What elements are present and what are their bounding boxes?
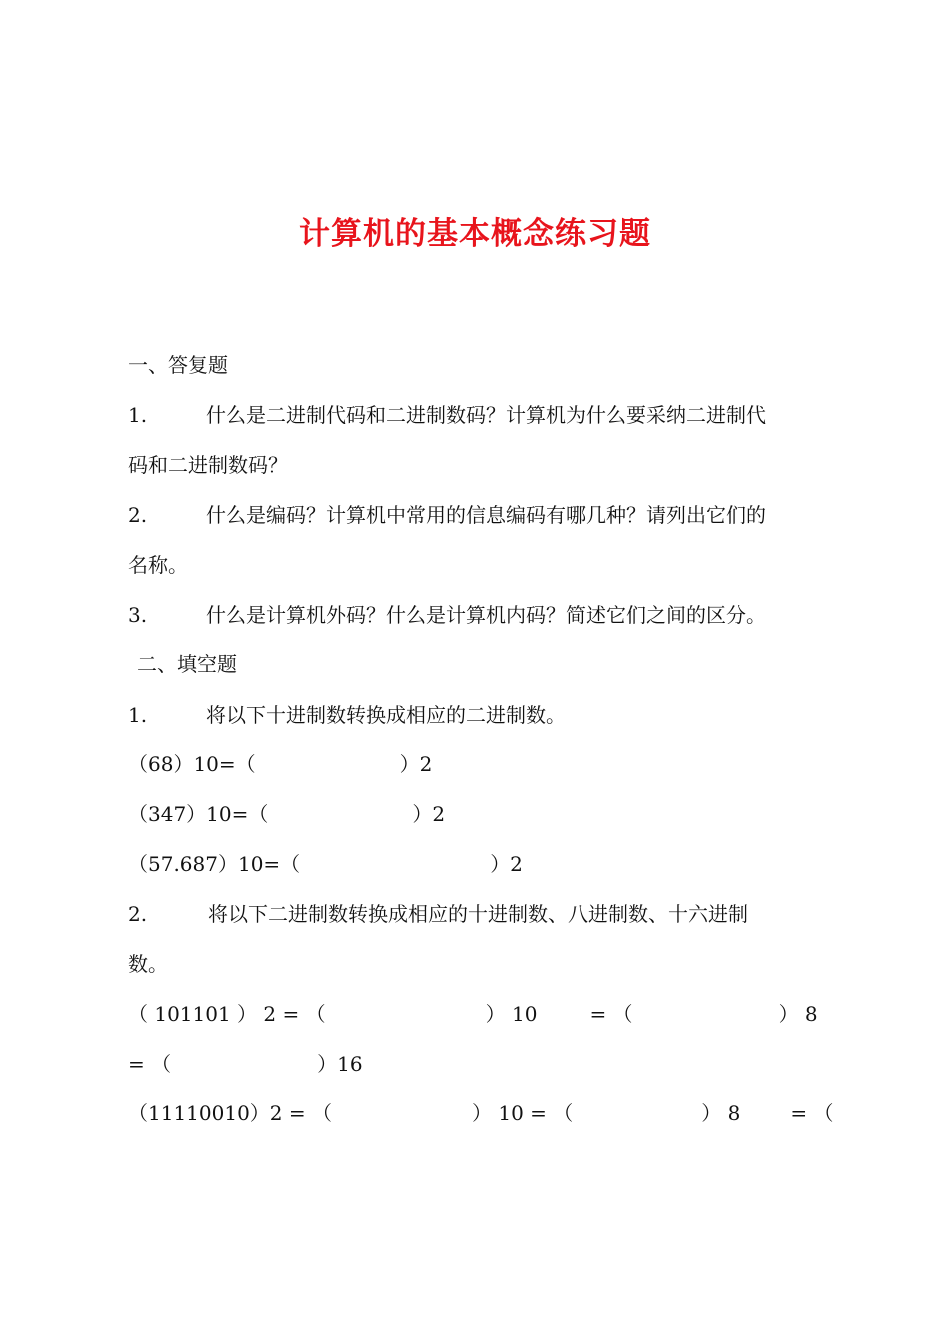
conversion-right: ）2 bbox=[399, 752, 433, 776]
conversion-left: （68）10=（ bbox=[128, 752, 256, 776]
question-text: 什么是计算机外码？什么是计算机内码？简述它们之间的区分。 bbox=[206, 603, 766, 627]
conversion-left: （57.687）10=（ bbox=[128, 852, 301, 876]
question-number: 3. bbox=[128, 603, 148, 627]
decimal-suffix: ） 10 bbox=[485, 1002, 538, 1026]
conversion-right: ）2 bbox=[412, 802, 446, 826]
conversion-row-1 bbox=[128, 751, 432, 777]
conversion-row-3 bbox=[128, 851, 523, 877]
fill-question-2-line-2: 数。 bbox=[128, 952, 168, 976]
fill-question-1 bbox=[128, 702, 566, 728]
equals: = （ bbox=[128, 1052, 172, 1076]
binary-row-1 bbox=[128, 1001, 818, 1027]
binary-row-2 bbox=[128, 1100, 834, 1126]
question-text: 什么是二进制代码和二进制数码？计算机为什么要采纳二进制代 bbox=[206, 403, 766, 427]
binary-row-1-cont bbox=[128, 1051, 363, 1077]
question-2-line-2: 名称。 bbox=[128, 553, 188, 577]
section-heading-answer: 一、答复题 bbox=[128, 353, 228, 377]
conversion-right: ）2 bbox=[490, 852, 523, 876]
question-number: 1. bbox=[128, 703, 148, 727]
fill-question-2-line-1 bbox=[128, 901, 748, 927]
question-number: 1. bbox=[128, 403, 148, 427]
octal-suffix: ） 8 bbox=[778, 1002, 818, 1026]
octal-suffix: ） 8 bbox=[701, 1101, 741, 1125]
conversion-left: （347）10=（ bbox=[128, 802, 269, 826]
question-text: 什么是编码？计算机中常用的信息编码有哪几种？请列出它们的 bbox=[206, 503, 766, 527]
question-text: 将以下二进制数转换成相应的十进制数、八进制数、十六进制 bbox=[208, 902, 748, 926]
binary-value: （11110010）2 = （ bbox=[128, 1101, 332, 1125]
conversion-row-2 bbox=[128, 801, 445, 827]
equals: = （ bbox=[589, 1002, 633, 1026]
question-3-line-1 bbox=[128, 602, 766, 628]
question-number: 2. bbox=[128, 902, 148, 926]
question-text: 将以下十进制数转换成相应的二进制数。 bbox=[206, 703, 566, 727]
hex-suffix: ）16 bbox=[317, 1052, 363, 1076]
question-1-line-1 bbox=[128, 402, 766, 428]
decimal-suffix: ） 10 = （ bbox=[472, 1101, 574, 1125]
binary-value: （ 101101 ） 2 = （ bbox=[128, 1002, 326, 1026]
question-number: 2. bbox=[128, 503, 148, 527]
section-heading-fill: 二、填空题 bbox=[137, 652, 237, 676]
page-title: 计算机的基本概念练习题 bbox=[299, 216, 651, 252]
equals: = （ bbox=[790, 1101, 834, 1125]
question-1-line-2: 码和二进制数码？ bbox=[128, 453, 288, 477]
question-2-line-1 bbox=[128, 502, 766, 528]
